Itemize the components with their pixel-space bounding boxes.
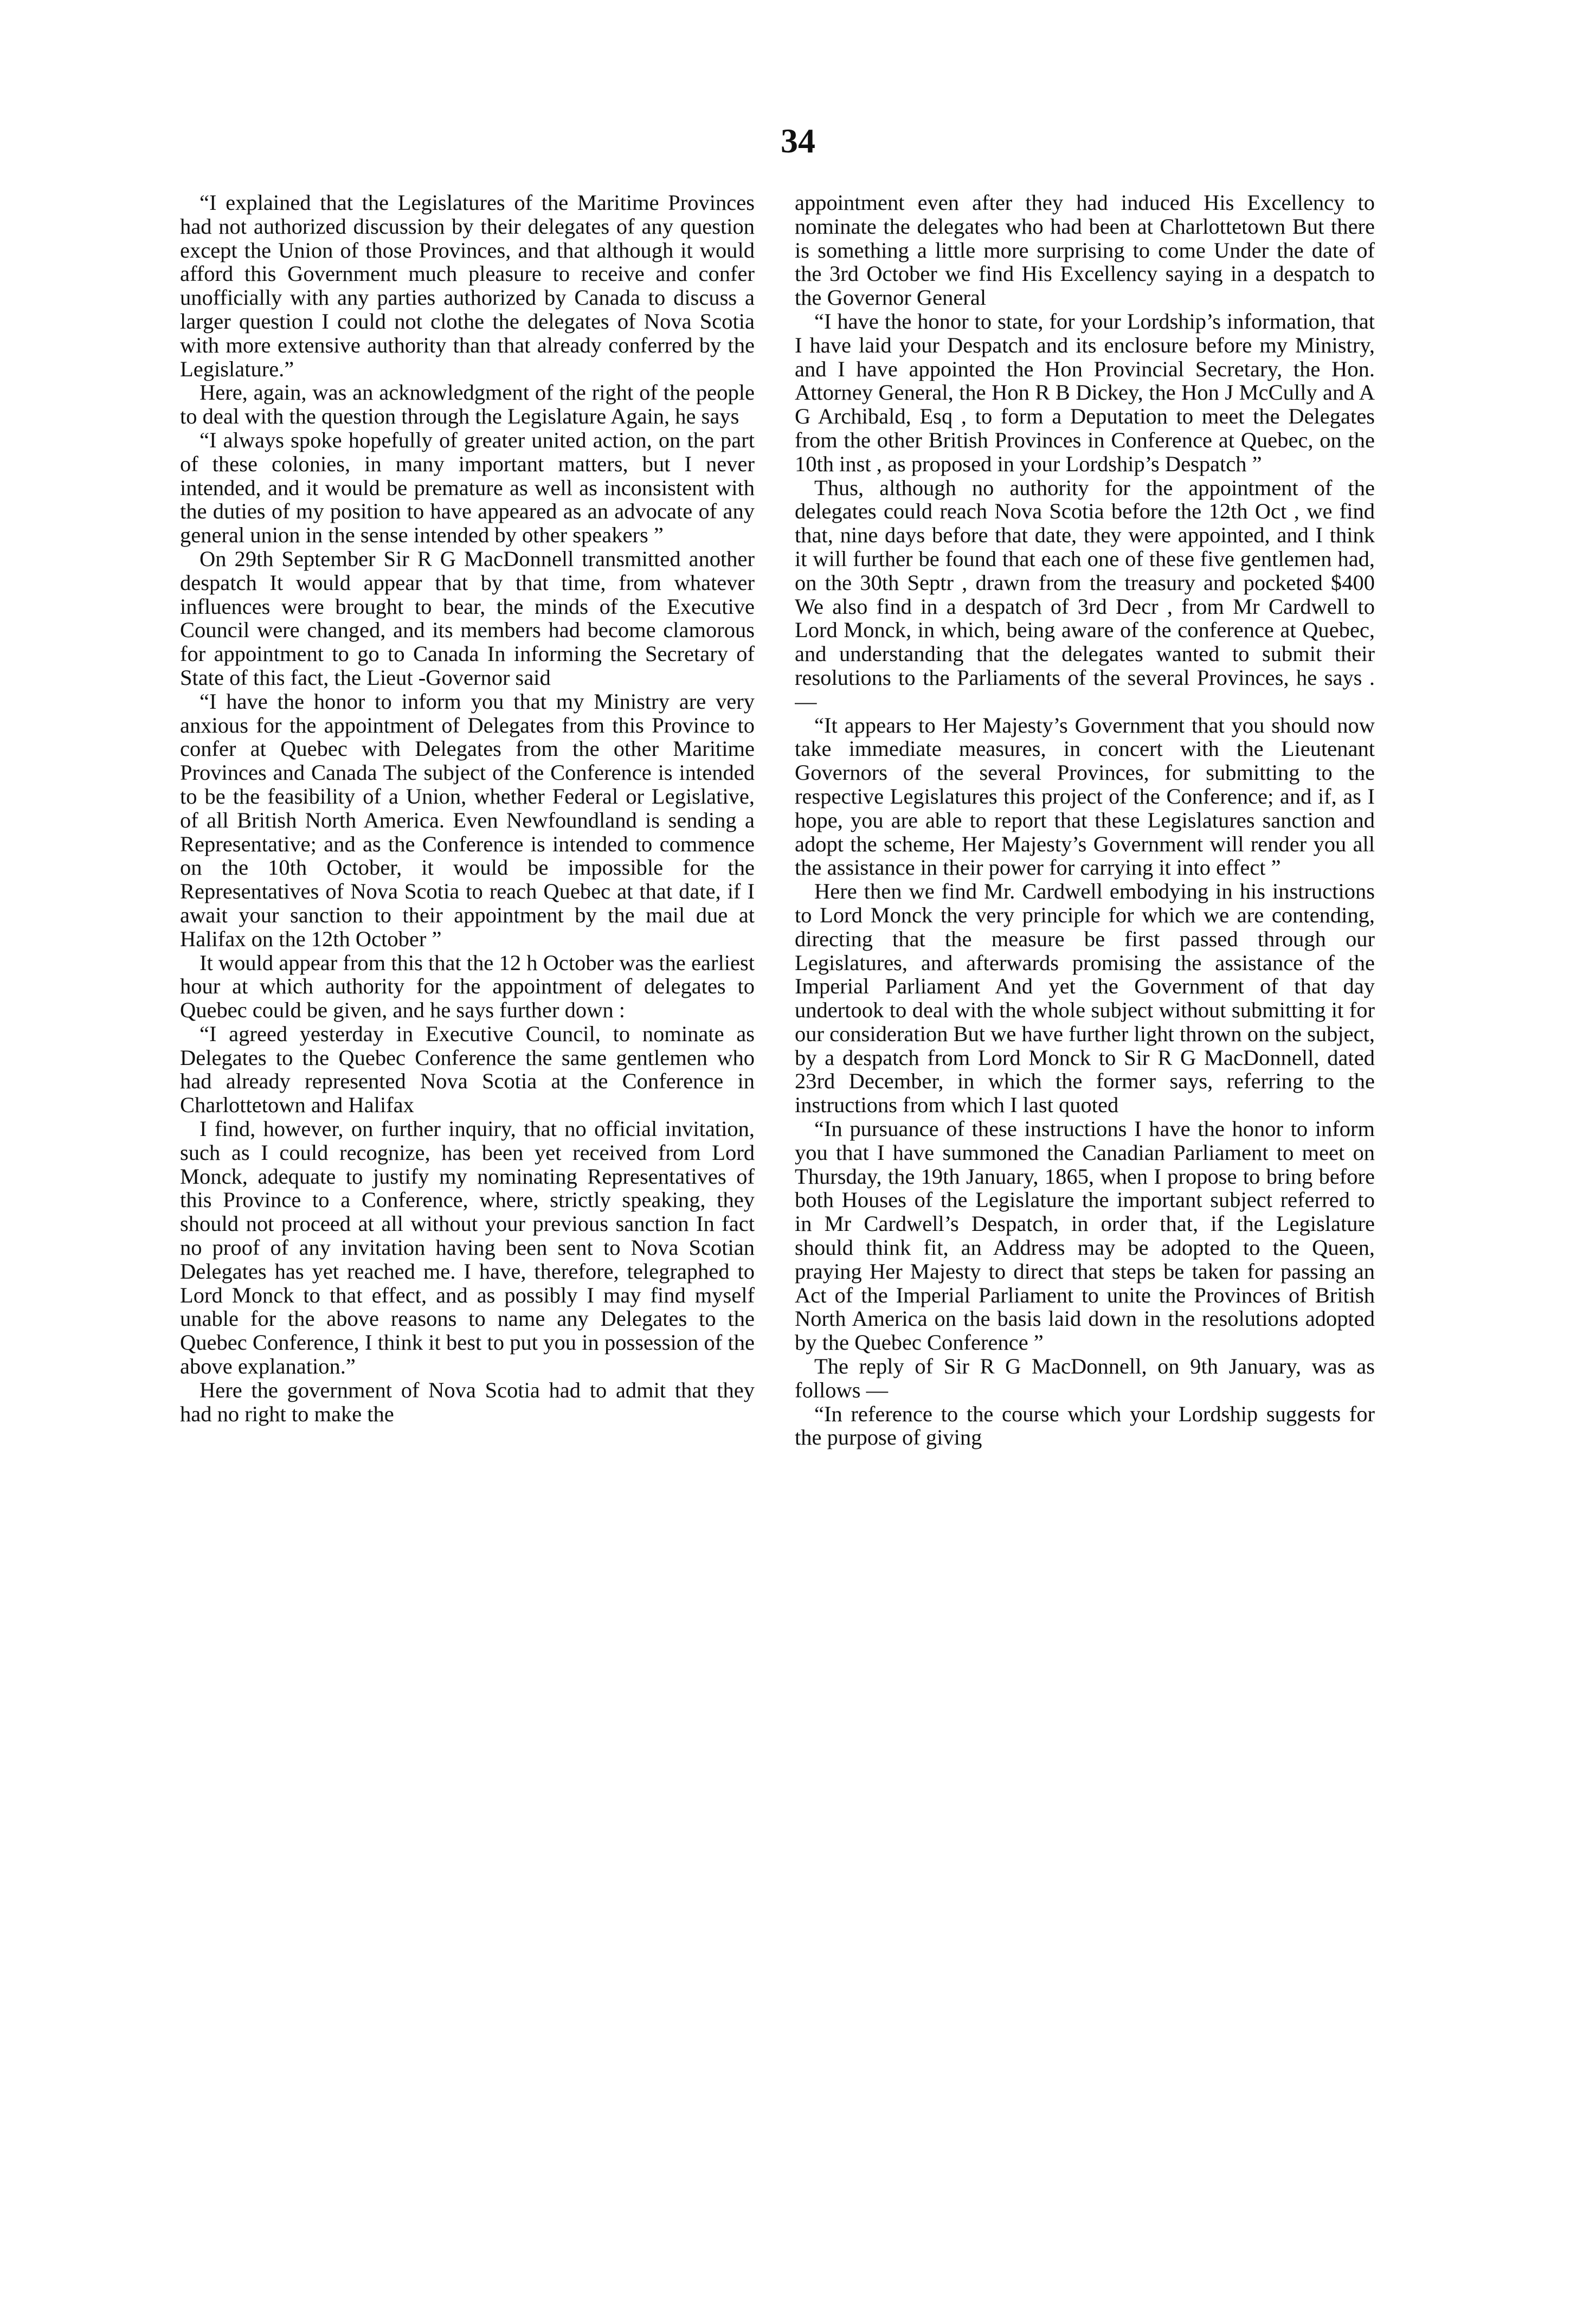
- left-column: [180, 191, 755, 2230]
- paragraph: Here then we find Mr. Cardwell embodying in his instructions to Lord Monck the very principle for which we are contending, directing that the measure be first passed through our Legislatures, and afterwards promising the assistance of the Imperial Parliament And yet the Government of that day undertook to deal with the whole subject without submitting it for our consideration But we have further light thrown on the subject, by a despatch from Lord Monck to Sir R G MacDonnell, dated 23rd December, in which the former says, referring to the instructions from which I last quoted: [795, 879, 1375, 1118]
- paragraph: Here the government of Nova Scotia had to admit that they had no right to make the: [180, 1377, 755, 1426]
- paragraph: It would appear from this that the 12 h October was the earliest hour at which authority for the appointment of delegates to Quebec could be given, and he says further down :: [180, 950, 755, 1023]
- paragraph: appointment even after they had induced His Excellency to nominate the delegates who had been at Charlottetown But there is something a little more surprising to come Under the date of the 3rd October we find His Excellency saying in a despatch to the Governor General: [795, 191, 1375, 310]
- paragraph: I find, however, on further inquiry, that no official invitation, such as I could recognize, has been yet received from Lord Monck, adequate to justify my nominating Representatives of this Province to a Conference, where, strictly speaking, they should not proceed at all without your previous sanction In fact no proof of any invitation having been sent to Nova Scotian Delegates has yet reached me. I have, therefore, telegraphed to Lord Monck to that effect, and as possibly I may find myself unable for the above reasons to name any Delegates to the Quebec Conference, I think it best to put you in possession of the above explanation.”: [180, 1116, 755, 1379]
- paragraph: On 29th September Sir R G MacDonnell transmitted another despatch It would appear that by that time, from whatever influences were brought to bear, the minds of the Executive Council were changed, and its members had become clamorous for appointment to go to Canada In informing the Secretary of State of this fact, the Lieut -Governor said: [180, 546, 755, 690]
- right-column: [795, 191, 1375, 2230]
- paragraph: “In pursuance of these instructions I have the honor to inform you that I have summoned the Canadian Parliament to meet on Thursday, the 19th January, 1865, when I propose to bring before both Houses of the Legislature the important subject referred to in Mr Cardwell’s Despatch, in order that, if the Legislature should think fit, an Address may be adopted to the Queen, praying Her Majesty to direct that steps be taken for passing an Act of the Imperial Parliament to unite the Provinces of British North America on the basis laid down in the resolutions adopted by the Quebec Conference ”: [795, 1116, 1375, 1355]
- column-divider: [774, 195, 775, 2223]
- paragraph: “In reference to the course which your Lordship suggests for the purpose of giving: [795, 1401, 1375, 1450]
- paragraph: “I always spoke hopefully of greater united action, on the part of these colonies, in many important matters, but I never intended, and it would be premature as well as inconsistent with the duties of my position to have appeared as an advocate of any general union in the sense intended by other speakers ”: [180, 427, 755, 548]
- paragraph: The reply of Sir R G MacDonnell, on 9th January, was as follows —: [795, 1354, 1375, 1402]
- page-number: 34: [781, 121, 815, 160]
- paragraph: “I have the honor to state, for your Lordship’s information, that I have laid your Despatch and its enclosure before my Ministry, and I have appointed the Hon Provincial Secretary, the Hon. Attorney General, the Hon R B Dickey, the Hon J McCully and A G Archibald, Esq , to form a Deputation to meet the Delegates from the other British Provinces in Conference at Quebec, on the 10th inst , as proposed in your Lordship’s Despatch ”: [795, 309, 1375, 476]
- paragraph: “I agreed yesterday in Executive Council, to nominate as Delegates to the Quebec Conference the same gentlemen who had already represented Nova Scotia at the Conference in Charlottetown and Halifax: [180, 1021, 755, 1118]
- paragraph: “I have the honor to inform you that my Ministry are very anxious for the appointment of Delegates from this Province to confer at Quebec with Delegates from the other Maritime Provinces and Canada The subject of the Conference is intended to be the feasibility of a Union, whether Federal or Legislative, of all British North America. Even Newfoundland is sending a Representative; and as the Conference is intended to commence on the 10th October, it would be impossible for the Representatives of Nova Scotia to reach Quebec at that date, if I await your sanction to their appointment by the mail due at Halifax on the 12th October ”: [180, 689, 755, 951]
- paragraph: “I explained that the Legislatures of the Maritime Provinces had not authorized discussion by their delegates of any question except the Union of those Provinces, and that although it would afford this Government much pleasure to receive and confer unofficially with any parties authorized by Canada to discuss a larger question I could not clothe the delegates of Nova Scotia with more extensive authority than that already conferred by the Legislature.”: [180, 191, 755, 381]
- paragraph: Here, again, was an acknowledgment of the right of the people to deal with the question through the Legislature Again, he says: [180, 380, 755, 429]
- paragraph: “It appears to Her Majesty’s Government that you should now take immediate measures, in concert with the Lieutenant Governors of the several Provinces, for submitting to the respective Legislatures this project of the Conference; and if, as I hope, you are able to report that these Legislatures sanction and adopt the scheme, Her Majesty’s Government will render you all the assistance in their power for carrying it into effect ”: [795, 713, 1375, 880]
- paragraph: Thus, although no authority for the appointment of the delegates could reach Nova Scotia before the 12th Oct , we find that, nine days before that date, they were appointed, and I think it will further be found that each one of these five gentlemen had, on the 30th Septr , drawn from the treasury and pocketed $400 We also find in a despatch of 3rd Decr , from Mr Cardwell to Lord Monck, in which, being aware of the conference at Quebec, and understanding that the delegates wanted to submit their resolutions to the Parliaments of the several Provinces, he says .—: [795, 475, 1375, 714]
